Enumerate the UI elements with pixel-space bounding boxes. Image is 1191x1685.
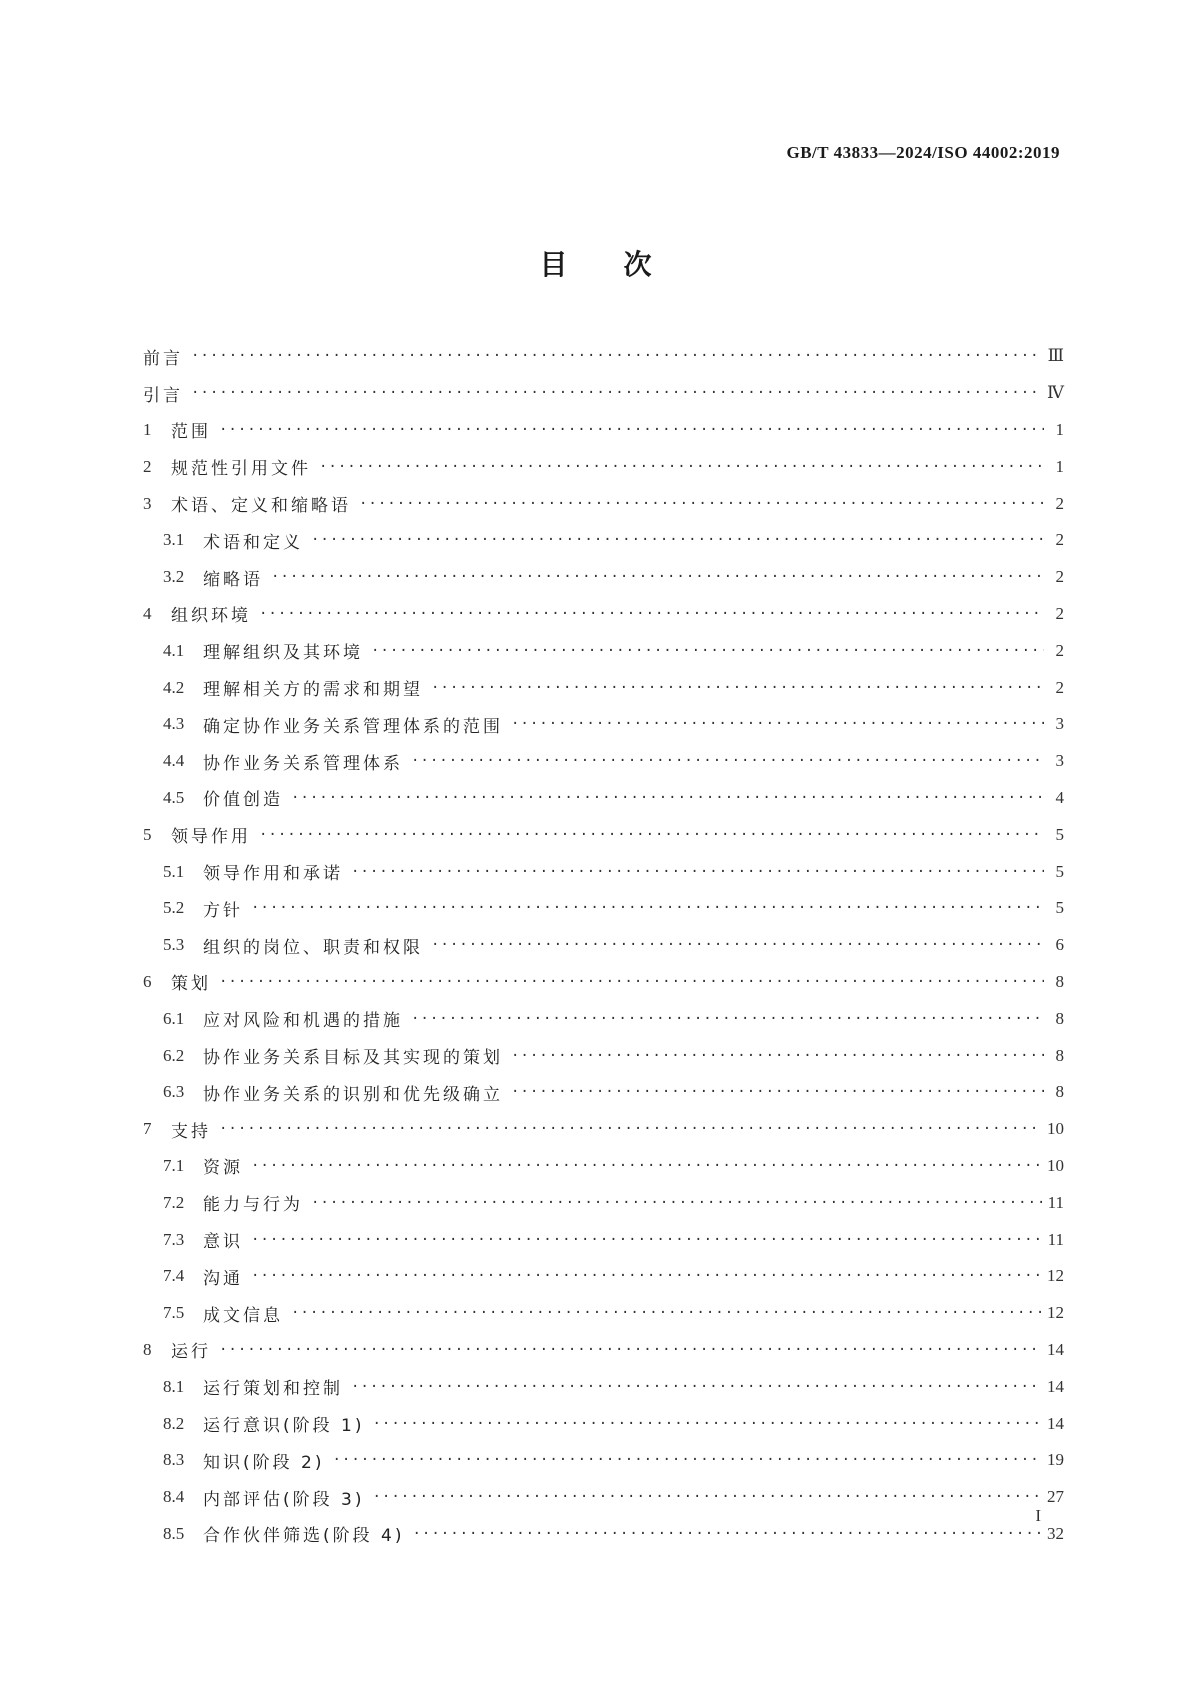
- toc-entry-number: 2: [143, 456, 152, 476]
- toc-entry-title: 价值创造: [203, 790, 283, 811]
- toc-entry-page: 8: [1055, 1008, 1064, 1028]
- toc-entry-title: 术语和定义: [203, 532, 303, 553]
- toc-entry-page: 32: [1047, 1523, 1064, 1543]
- toc-entry-page: 4: [1055, 787, 1064, 807]
- toc-entry[interactable]: [143, 1368, 1064, 1405]
- page-title: 目次: [539, 248, 708, 281]
- toc-entry-number: 8.2: [163, 1413, 185, 1433]
- toc-leader-dots: [251, 1265, 1041, 1283]
- toc-leader-dots: [511, 1045, 1044, 1063]
- toc-entry-page: 3: [1055, 714, 1064, 734]
- toc-leader-dots: [219, 1118, 1041, 1136]
- toc-entry-page: 11: [1047, 1229, 1064, 1249]
- toc-entry[interactable]: [143, 1111, 1064, 1148]
- toc-entry-title: 策划: [171, 974, 211, 995]
- toc-entry-number: 5.1: [163, 861, 185, 881]
- toc-entry-number: 8.4: [163, 1487, 185, 1507]
- toc-entry-title: 运行: [171, 1342, 211, 1363]
- toc-entry[interactable]: [143, 964, 1064, 1001]
- toc-entry-page: 2: [1055, 530, 1064, 550]
- toc-leader-dots: [371, 640, 1044, 658]
- toc-entry[interactable]: [143, 559, 1064, 596]
- toc-entry-number: 7: [143, 1119, 152, 1139]
- toc-entry-page: 5: [1055, 898, 1064, 918]
- toc-entry-page: 19: [1047, 1450, 1064, 1470]
- toc-entry[interactable]: [143, 448, 1064, 485]
- toc-entry-title: 领导作用: [171, 827, 251, 848]
- toc-entry[interactable]: [143, 485, 1064, 522]
- toc-entry-page: 14: [1047, 1413, 1064, 1433]
- standard-code: GB/T 43833—2024/ISO 44002:2019: [786, 143, 1060, 162]
- toc-entry-number: 4.3: [163, 714, 185, 734]
- toc-entry-title: 能力与行为: [203, 1195, 303, 1216]
- toc-entry-page: 3: [1055, 751, 1064, 771]
- toc-leader-dots: [219, 1339, 1041, 1357]
- toc-entry-page: 2: [1055, 640, 1064, 660]
- toc-entry-number: 7.1: [163, 1155, 185, 1175]
- toc-entry-number: 7.2: [163, 1192, 185, 1212]
- toc-entry[interactable]: [143, 669, 1064, 706]
- toc-entry[interactable]: [143, 816, 1064, 853]
- toc-entry-page: 2: [1055, 603, 1064, 623]
- toc-entry[interactable]: [143, 1037, 1064, 1074]
- toc-entry-number: 4.4: [163, 751, 185, 771]
- toc-entry-page: 10: [1047, 1119, 1064, 1139]
- toc-entry[interactable]: [143, 1405, 1064, 1442]
- toc-entry-title: 运行策划和控制: [203, 1379, 343, 1400]
- toc-entry-number: 3: [143, 493, 152, 513]
- toc-entry[interactable]: [143, 1148, 1064, 1185]
- toc-leader-dots: [372, 1413, 1041, 1431]
- toc-leader-dots: [259, 603, 1044, 621]
- toc-entry-title: 成文信息: [203, 1305, 283, 1326]
- toc-entry-title: 意识: [203, 1232, 243, 1253]
- toc-leader-dots: [251, 1229, 1042, 1247]
- toc-leader-dots: [271, 566, 1044, 584]
- toc-entry[interactable]: [143, 890, 1064, 927]
- toc-entry[interactable]: [143, 1295, 1064, 1332]
- toc-entry-title: 前言: [143, 348, 183, 369]
- toc-entry-page: 27: [1047, 1487, 1064, 1507]
- toc-entry-page: 2: [1055, 567, 1064, 587]
- toc-leader-dots: [251, 1155, 1041, 1173]
- toc-leader-dots: [219, 419, 1044, 437]
- toc-entry[interactable]: [143, 1442, 1064, 1479]
- toc-entry-number: 7.5: [163, 1303, 185, 1323]
- toc-entry-page: 8: [1055, 971, 1064, 991]
- toc-entry-title: 支持: [171, 1121, 211, 1142]
- toc-leader-dots: [351, 1376, 1041, 1394]
- toc-leader-dots: [259, 824, 1044, 842]
- toc-entry-title: 领导作用和承诺: [203, 864, 343, 885]
- toc-entry-page: 2: [1055, 677, 1064, 697]
- toc-leader-dots: [291, 787, 1044, 805]
- toc-entry-number: 8.1: [163, 1376, 185, 1396]
- table-of-contents: [143, 338, 1064, 1552]
- toc-entry[interactable]: [143, 927, 1064, 964]
- toc-entry-page: 6: [1055, 935, 1064, 955]
- toc-entry-title: 缩略语: [203, 569, 263, 590]
- toc-entry[interactable]: [143, 412, 1064, 449]
- toc-leader-dots: [291, 1302, 1041, 1320]
- toc-entry-page: 8: [1055, 1045, 1064, 1065]
- toc-entry-number: 1: [143, 419, 152, 439]
- toc-leader-dots: [219, 971, 1044, 989]
- toc-entry[interactable]: [143, 338, 1064, 375]
- toc-entry-number: 4.5: [163, 787, 185, 807]
- toc-entry-number: 6.2: [163, 1045, 185, 1065]
- toc-entry-page: 14: [1047, 1339, 1064, 1359]
- toc-entry[interactable]: [143, 1184, 1064, 1221]
- toc-entry-page: Ⅳ: [1047, 383, 1064, 403]
- toc-entry[interactable]: [143, 596, 1064, 633]
- toc-entry-title: 理解相关方的需求和期望: [203, 680, 423, 701]
- toc-leader-dots: [311, 529, 1044, 547]
- toc-entry-number: 4: [143, 603, 152, 623]
- toc-entry[interactable]: [143, 1000, 1064, 1037]
- toc-entry-number: 8.3: [163, 1450, 185, 1470]
- toc-entry-page: 10: [1047, 1155, 1064, 1175]
- toc-entry-number: 5.2: [163, 898, 185, 918]
- toc-entry-number: 6: [143, 971, 152, 991]
- toc-entry[interactable]: [143, 706, 1064, 743]
- page-number: I: [1035, 1506, 1041, 1525]
- toc-entry-number: 4.2: [163, 677, 185, 697]
- toc-leader-dots: [359, 493, 1044, 511]
- toc-entry-page: 5: [1055, 861, 1064, 881]
- toc-entry-title: 规范性引用文件: [171, 459, 311, 480]
- toc-entry[interactable]: [143, 1516, 1064, 1553]
- toc-entry-number: 7.3: [163, 1229, 185, 1249]
- toc-entry-title: 术语、定义和缩略语: [171, 496, 351, 517]
- toc-entry-page: 12: [1047, 1266, 1064, 1286]
- toc-entry[interactable]: [143, 522, 1064, 559]
- toc-entry-title: 协作业务关系的识别和优先级确立: [203, 1084, 503, 1105]
- toc-entry[interactable]: [143, 1258, 1064, 1295]
- toc-entry[interactable]: [143, 632, 1064, 669]
- toc-leader-dots: [412, 1523, 1041, 1541]
- toc-entry-page: 5: [1055, 824, 1064, 844]
- toc-leader-dots: [511, 713, 1044, 731]
- toc-entry-title: 理解组织及其环境: [203, 643, 363, 664]
- toc-entry-title: 知识(阶段 2): [203, 1452, 325, 1473]
- toc-entry-title: 组织环境: [171, 606, 251, 627]
- toc-leader-dots: [411, 750, 1044, 768]
- toc-leader-dots: [311, 1192, 1042, 1210]
- toc-leader-dots: [431, 934, 1044, 952]
- toc-entry-number: 8: [143, 1339, 152, 1359]
- toc-entry[interactable]: [143, 1332, 1064, 1369]
- toc-entry-title: 应对风险和机遇的措施: [203, 1011, 403, 1032]
- toc-leader-dots: [511, 1081, 1044, 1099]
- toc-entry-number: 8.5: [163, 1523, 185, 1543]
- toc-leader-dots: [191, 345, 1042, 363]
- toc-entry-title: 资源: [203, 1158, 243, 1179]
- toc-entry[interactable]: [143, 853, 1064, 890]
- toc-leader-dots: [351, 861, 1044, 879]
- toc-leader-dots: [191, 382, 1041, 400]
- toc-entry-page: 8: [1055, 1082, 1064, 1102]
- toc-entry-title: 合作伙伴筛选(阶段 4): [203, 1526, 405, 1547]
- toc-entry[interactable]: [143, 1479, 1064, 1516]
- toc-entry-title: 引言: [143, 385, 183, 406]
- toc-entry-page: 12: [1047, 1303, 1064, 1323]
- toc-entry-title: 范围: [171, 422, 211, 443]
- toc-leader-dots: [372, 1486, 1041, 1504]
- toc-entry-title: 协作业务关系管理体系: [203, 753, 403, 774]
- toc-entry-number: 7.4: [163, 1266, 185, 1286]
- toc-entry-page: 1: [1055, 419, 1064, 439]
- toc-entry-page: Ⅲ: [1047, 346, 1064, 366]
- toc-leader-dots: [332, 1449, 1041, 1467]
- toc-entry-number: 3.2: [163, 567, 185, 587]
- toc-entry-page: 2: [1055, 493, 1064, 513]
- toc-entry[interactable]: [143, 375, 1064, 412]
- toc-entry-title: 确定协作业务关系管理体系的范围: [203, 716, 503, 737]
- toc-entry-page: 14: [1047, 1376, 1064, 1396]
- toc-entry-number: 3.1: [163, 530, 185, 550]
- toc-entry-title: 方针: [203, 900, 243, 921]
- toc-leader-dots: [431, 677, 1044, 695]
- toc-entry-number: 5: [143, 824, 152, 844]
- toc-leader-dots: [319, 456, 1044, 474]
- toc-entry-number: 5.3: [163, 935, 185, 955]
- toc-entry[interactable]: [143, 1221, 1064, 1258]
- toc-entry-page: 1: [1055, 456, 1064, 476]
- toc-entry-title: 运行意识(阶段 1): [203, 1416, 365, 1436]
- toc-leader-dots: [251, 897, 1044, 915]
- toc-entry[interactable]: [143, 743, 1064, 780]
- toc-entry-page: 11: [1047, 1192, 1064, 1212]
- toc-entry[interactable]: [143, 1074, 1064, 1111]
- toc-entry-title: 协作业务关系目标及其实现的策划: [203, 1048, 503, 1069]
- toc-entry-number: 6.3: [163, 1082, 185, 1102]
- toc-entry-title: 组织的岗位、职责和权限: [203, 937, 423, 958]
- toc-entry-title: 内部评估(阶段 3): [203, 1489, 365, 1510]
- toc-entry-number: 4.1: [163, 640, 185, 660]
- toc-entry-number: 6.1: [163, 1008, 185, 1028]
- toc-entry[interactable]: [143, 780, 1064, 817]
- toc-entry-title: 沟通: [203, 1268, 243, 1289]
- toc-leader-dots: [411, 1008, 1044, 1026]
